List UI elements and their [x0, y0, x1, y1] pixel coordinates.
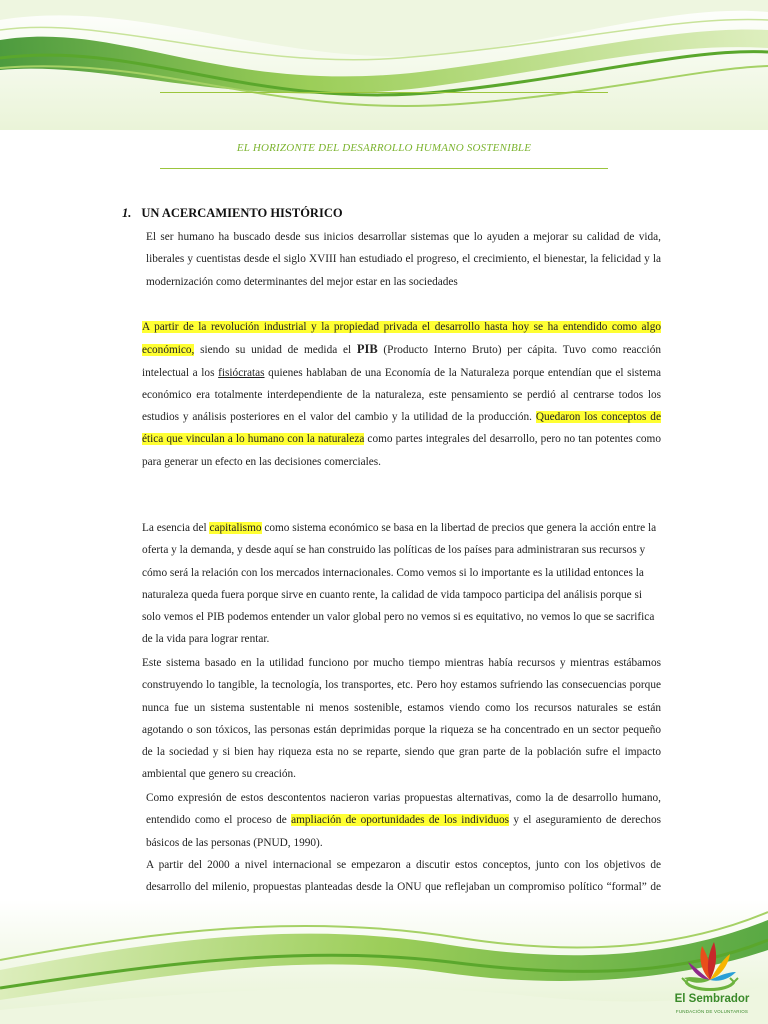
section-title: UN ACERCAMIENTO HISTÓRICO — [141, 206, 343, 220]
paragraph-6-text: A partir del 2000 a nivel internacional se empezaron a discutir estos conceptos, junto con los objetivos de desarrollo del milenio, propuestas planteadas desde la ONU que reflejaban un compromiso político “formal” de — [146, 859, 661, 894]
title-rule-top — [160, 92, 608, 93]
paragraph-2-text-4: como partes integrales del desarrollo, pero no tan potentes como para generar un efecto en las decisiones comerciales. — [142, 433, 661, 468]
logo-name: El Sembrador — [674, 993, 750, 1005]
fisiocratas-link: fisiócratas — [218, 366, 265, 379]
paragraph-2 — [142, 316, 661, 473]
highlight-etica: Quedaron los conceptos de ética que vinculan a lo humano con la naturaleza — [142, 411, 661, 446]
document-title: EL HORIZONTE DEL DESARROLLO HUMANO SOSTENIBLE — [236, 142, 532, 154]
paragraph-2-text-2: (Producto Interno Bruto) per cápita. Tuvo como reacción intelectual a los — [142, 344, 661, 379]
paragraph-5-text-1: Como expresión de estos descontentos nacieron varias propuestas alternativas, como la de desarrollo humano, entendido como el proceso de — [146, 792, 661, 827]
paragraph-1 — [146, 226, 661, 293]
paragraph-3-text-2: como sistema económico se basa en la libertad de precios que genera la acción entre la oferta y la demanda, y desde aquí se han construido las políticas de los países para administraran sus recursos y cómo será la relación con los mercados internacionales. Como vemos si lo importante es la utilidad entonces la naturaleza queda fuera porque sirve en cuanto rente, la calidad de vida tampoco participa del análisis porque si solo vemos el PIB podemos entender un valor global pero no vemos si es equitativo, no vemos lo que se sacrifica de la vida para lograr rentar. — [142, 522, 657, 646]
el-sembrador-logo-icon — [672, 932, 748, 1020]
paragraph-3 — [142, 517, 661, 651]
highlight-revolucion: A partir de la revolución industrial y la propiedad privada el desarrollo hasta hoy se ha entendido como algo económico, — [142, 321, 661, 357]
paragraph-2-text-3: quienes hablaban de una Economía de la Naturaleza porque entendían que el sistema económico era totalmente interdependiente de la naturaleza, este pensamiento se perdió al centrarse todos los estudios y análisis posteriores en el valor del cambio y la utilidad de la producción. — [142, 366, 662, 424]
paragraph-5 — [146, 787, 661, 854]
section-number: 1. — [122, 206, 132, 220]
logo-subtitle: FUNDACIÓN DE VOLUNTARIOS — [675, 1009, 749, 1014]
paragraph-4-text: Este sistema basado en la utilidad funciono por mucho tiempo mientras había recursos y mientras estábamos construyendo lo tangible, la tecnología, los transportes, etc. Pero hoy estamos sufriendo las consecuencias porque nunca fue un sistema sustentable ni menos sostenible, estamos viendo como los recursos naturales se están agotando o son tóxicos, las personas están deprimidas porque la riqueza se ha concentrado en un sector pequeño de la sociedad y si bien hay riqueza esta no se reparte, siendo que gran parte de la población sufre el impacto ambiental que genero su creación. — [142, 657, 661, 781]
paragraph-1-text: El ser humano ha buscado desde sus inicios desarrollar sistemas que lo ayuden a mejorar su calidad de vida, liberales y cuentistas desde el siglo XVIII han estudiado el progreso, el crecimiento, el bienestar, la felicidad y la modernización como determinantes del mejor estar en las sociedades — [146, 231, 661, 288]
highlight-capitalismo: capitalismo — [209, 522, 262, 534]
paragraph-2-text-1: siendo su unidad de medida el — [194, 344, 357, 357]
footer-swoosh-decoration — [0, 900, 768, 1024]
paragraph-3-text-1: La esencia del — [142, 522, 210, 534]
highlight-ampliacion: ampliación de oportunidades de los individuos — [291, 814, 510, 827]
pib-term: PIB — [356, 342, 378, 357]
paragraph-4 — [142, 652, 661, 786]
title-rule-bottom — [160, 168, 608, 169]
paragraph-5-text-2: y el aseguramiento de derechos básicos de las personas (PNUD, 1990). — [146, 814, 661, 849]
header-swoosh-decoration — [0, 0, 768, 130]
section-heading — [122, 206, 343, 221]
